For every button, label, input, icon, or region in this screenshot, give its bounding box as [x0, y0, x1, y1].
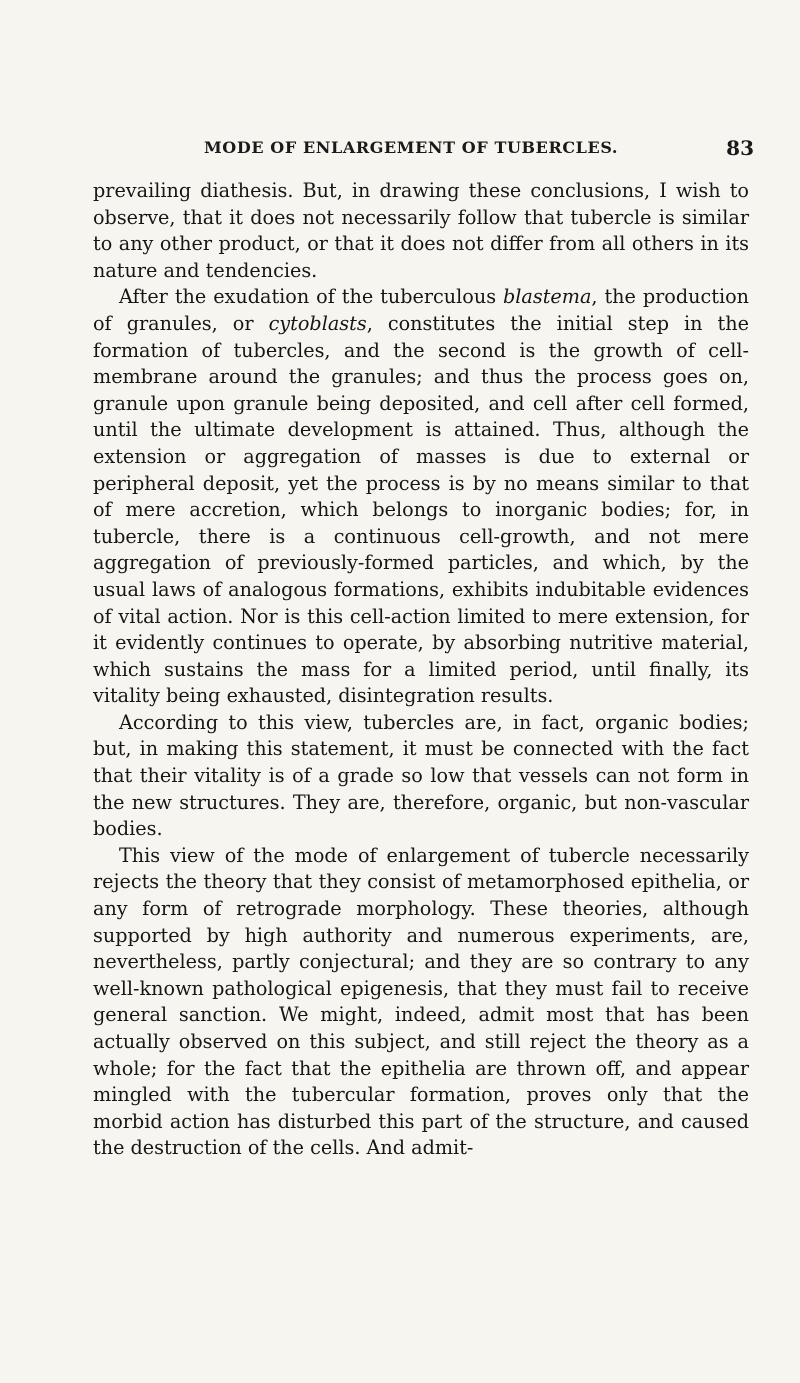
- body-text: [93, 178, 749, 1162]
- paragraph-3: [93, 710, 749, 843]
- chapter-title: MODE OF ENLARGEMENT OF TUBERCLES.: [204, 138, 619, 157]
- paragraph-text: prevailing diathesis. But, in drawing these conclusions, I wish to observe, that it does not necessarily follow that tubercle is similar to any other product, or that it does not differ from all others in its nature and tendencies.: [93, 179, 749, 282]
- term-blastema: blastema: [503, 285, 592, 309]
- paragraph-text: , the production of granules, or: [93, 285, 749, 335]
- paragraph-text: , constitutes the initial step in the formation of tubercles, and the second is the growth of cell-membrane around the granules; and thus the process goes on, granule upon granule being deposited, and cell after cell formed, until the ultimate development is attained. Thus, although the extension or aggregation of masses is due to external or peripheral deposit, yet the process is by no means similar to that of mere accretion, which belongs to inorganic bodies; for, in tubercle, there is a continuous cell-growth, and not mere aggregation of previously-formed particles, and which, by the usual laws of analogous formations, exhibits indubitable evidences of vital action. Nor is this cell-action limited to mere extension, for it evidently continues to operate, by absorbing nutritive material, which sustains the mass for a limited period, until finally, its vitality being exhausted, disintegration results.: [93, 311, 749, 708]
- paragraph-1: [93, 178, 749, 284]
- paragraph-text: This view of the mode of enlargement of tubercle necessarily rejects the theory that they consist of metamorphosed epithelia, or any form of retrograde morphology. These theories, although supported by high authority and numerous experiments, are, nevertheless, partly conjectural; and they are so contrary to any well-known pathological epigenesis, that they must fail to receive general sanction. We might, indeed, admit most that has been actually observed on this subject, and still reject the theory as a whole; for the fact that the epithelia are thrown off, and appear mingled with the tubercular formation, proves only that the morbid action has disturbed this part of the structure, and caused the destruction of the cells. And admit-: [93, 843, 749, 1160]
- paragraph-text: After the exudation of the tuberculous: [119, 285, 503, 309]
- paragraph-text: According to this view, tubercles are, in fact, organic bodies; but, in making this statement, it must be connected with the fact that their vitality is of a grade so low that vessels can not form in the new structures. They are, therefore, organic, but non-vascular bodies.: [93, 710, 749, 841]
- page-number: 83: [726, 136, 754, 160]
- running-head: [92, 138, 754, 162]
- paragraph-4: [93, 843, 749, 1162]
- term-cytoblasts: cytoblasts: [268, 311, 367, 335]
- paragraph-2: [93, 284, 749, 710]
